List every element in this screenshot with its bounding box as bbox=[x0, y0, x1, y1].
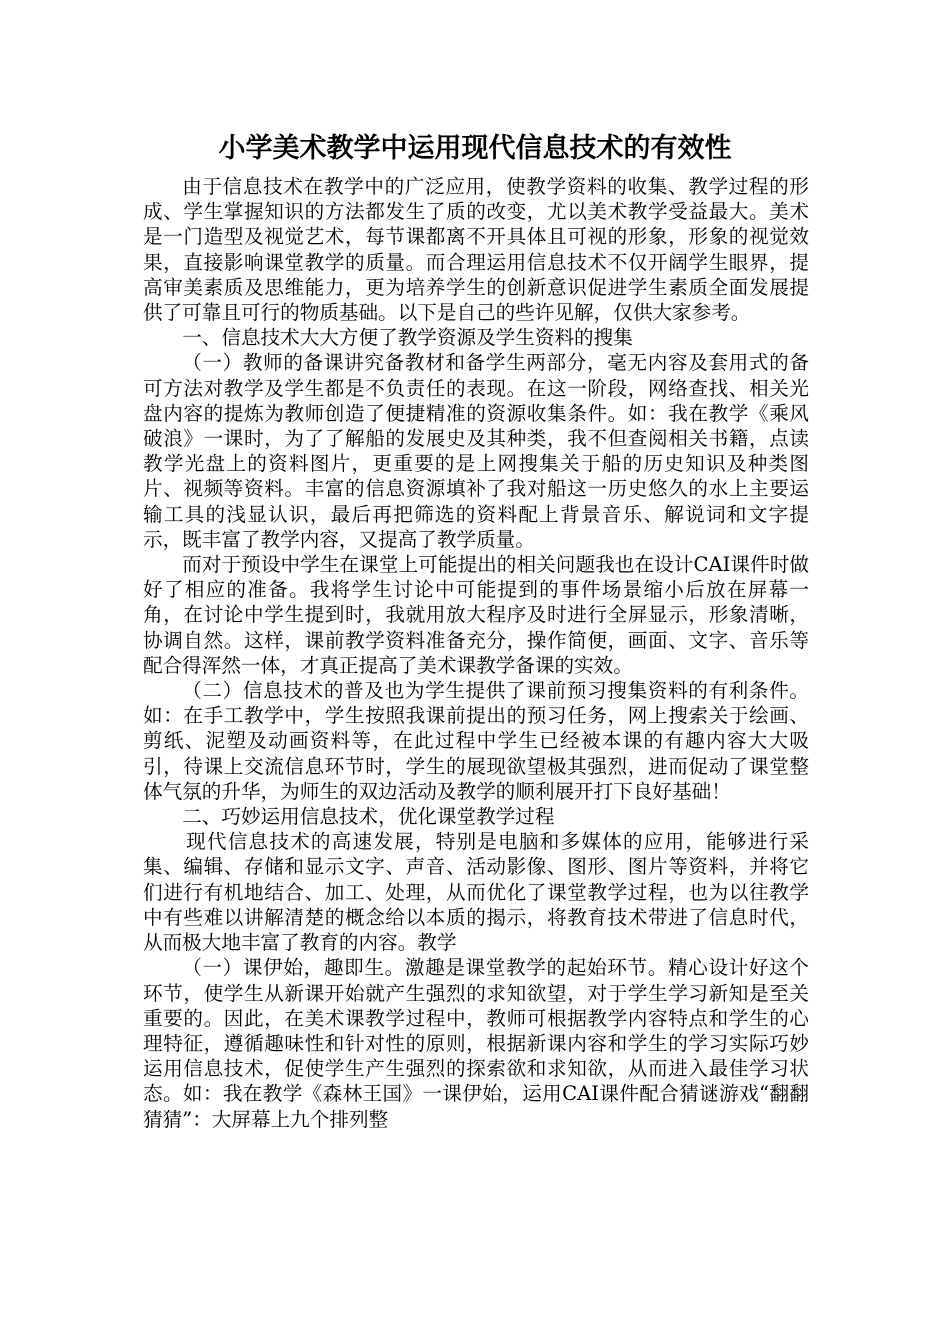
document-title: 小学美术教学中运用现代信息技术的有效性 bbox=[218, 133, 732, 164]
document-body bbox=[143, 174, 809, 1132]
paragraph-intro: 由于信息技术在教学中的广泛应用，使教学资料的收集、教学过程的形成、学生掌握知识的方法都发生了质的改变，尤以美术教学受益最大。美术是一门造型及视觉艺术，每节课都离不开具体且可视的形象，形象的视觉效果，直接影响课堂教学的质量。而合理运用信息技术不仅开阔学生眼界，提高审美素质及思维能力，更为培养学生的创新意识促进学生素质全面发展提供了可靠且可行的物质基础。以下是自己的些许见解，仅供大家参考。 bbox=[143, 175, 809, 325]
section-heading-1: 一、信息技术大大方便了教学资源及学生资料的搜集 bbox=[182, 326, 633, 350]
paragraph-1-1-cont: 而对于预设中学生在课堂上可能提出的相关问题我也在设计CAI课件时做好了相应的准备。我将学生讨论中可能提到的事件场景缩小后放在屏幕一角，在讨论中学生提到时，我就用放大程序及时进行全屏显示，形象清晰，协调自然。这样，课前教学资料准备充分，操作简便，画面、文字、音乐等配合得浑然一体，才真正提高了美术课教学备课的实效。 bbox=[143, 553, 809, 677]
paragraph-2-1: （一）课伊始，趣即生。激趣是课堂教学的起始环节。精心设计好这个环节，使学生从新课开始就产生强烈的求知欲望，对于学生学习新知是至关重要的。因此，在美术课教学过程中，教师可根据教学内容特点和学生的心理特征，遵循趣味性和针对性的原则，根据新课内容和学生的学习实际巧妙运用信息技术，促使学生产生强烈的探索欲和求知欲，从而进入最佳学习状态。如：我在教学《森林王国》一课伊始，运用CAI课件配合猜谜游戏“翻翻猜猜”：大屏幕上九个排列整 bbox=[143, 956, 809, 1131]
paragraph-2-intro: 现代信息技术的高速发展，特别是电脑和多媒体的应用，能够进行采集、编辑、存储和显示文字、声音、活动影像、图形、图片等资料，并将它们进行有机地结合、加工、处理，从而优化了课堂教学过程，也为以往教学中有些难以讲解清楚的概念给以本质的揭示，将教育技术带进了信息时代，从而极大地丰富了教育的内容。教学 bbox=[143, 830, 809, 955]
paragraph-1-1: （一）教师的备课讲究备教材和备学生两部分，毫无内容及套用式的备可方法对教学及学生都是不负责任的表现。在这一阶段，网络查找、相关光盘内容的提炼为教师创造了便捷精准的资源收集条件。如：我在教学《乘风破浪》一课时，为了了解船的发展史及其种类，我不但查阅相关书籍，点读教学光盘上的资料图片，更重要的是上网搜集关于船的历史知识及种类图片、视频等资料。丰富的信息资源填补了我对船这一历史悠久的水上主要运输工具的浅显认识，最后再把筛选的资料配上背景音乐、解说词和文字提示，既丰富了教学内容，又提高了教学质量。 bbox=[143, 351, 809, 551]
paragraph-1-2: （二）信息技术的普及也为学生提供了课前预习搜集资料的有利条件。如：在手工教学中，学生按照我课前提出的预习任务，网上搜索关于绘画、剪纸、泥塑及动画资料等，在此过程中学生已经被本课的有趣内容大大吸引，待课上交流信息环节时，学生的展现欲望极其强烈，进而促动了课堂整体气氛的升华，为师生的双边活动及教学的顺利展开打下良好基础！ bbox=[143, 679, 809, 803]
section-heading-2: 二、巧妙运用信息技术，优化课堂教学过程 bbox=[182, 805, 555, 829]
